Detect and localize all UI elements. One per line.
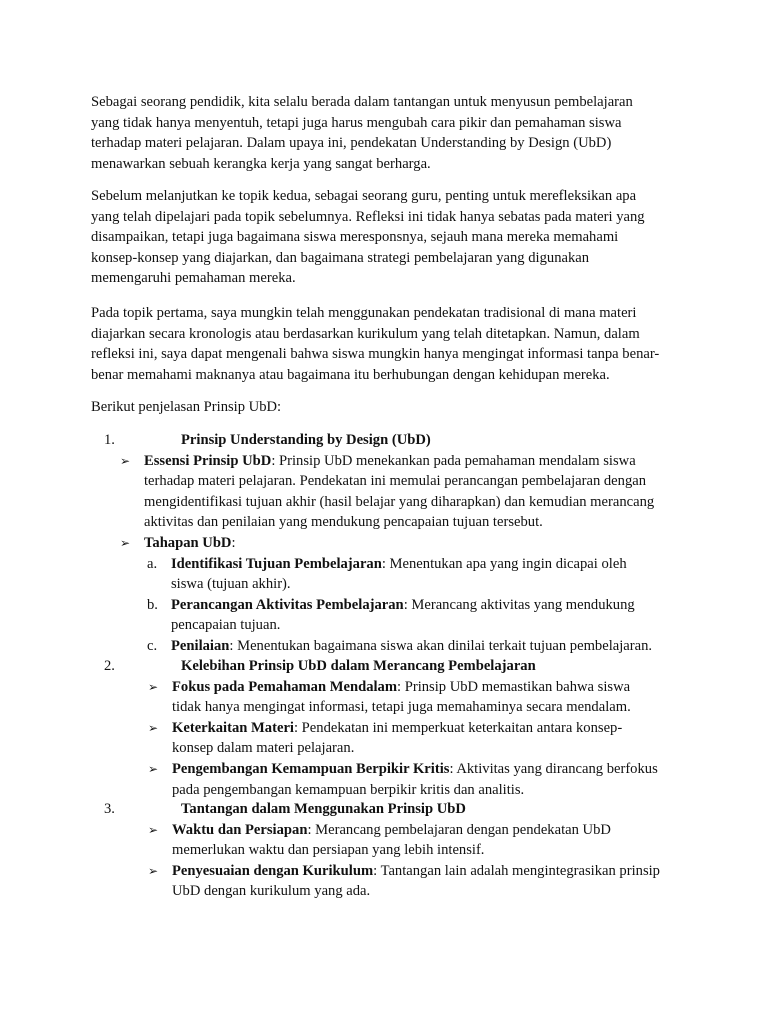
bullet-continuation: terhadap materi pelajaran. Pendekatan ini memulai perancangan pembelajaran dengan: [144, 473, 647, 490]
sub-item-text: : Menentukan apa yang ingin dicapai oleh: [381, 555, 627, 572]
paragraph-line: menawarkan sebuah kerangka kerja yang sangat berharga.: [91, 155, 431, 172]
section-title: Prinsip Understanding by Design (UbD): [181, 432, 431, 448]
bullet-term: Penyesuaian dengan Kurikulum: [172, 862, 374, 879]
bullet-arrow-icon: ➢: [148, 863, 159, 878]
bullet-item: [172, 677, 630, 698]
bullet-text: : Prinsip UbD menekankan pada pemahaman mendalam siswa: [271, 452, 636, 469]
paragraph-line: diajarkan secara kronologis atau berdasarkan kurikulum yang telah ditetapkan. Namun, dalam: [91, 325, 640, 342]
paragraph-line: Sebagai seorang pendidik, kita selalu berada dalam tantangan untuk menyusun pembelajaran: [91, 94, 633, 110]
paragraph-line: terhadap materi pelajaran. Dalam upaya ini, pendekatan Understanding by Design (UbD): [91, 135, 612, 152]
bullet-item: [144, 451, 636, 472]
section-number: 2.: [104, 658, 115, 674]
bullet-continuation: aktivitas dan penilaian yang mendukung pencapaian tujuan tersebut.: [144, 514, 543, 531]
bullet-term: Fokus pada Pemahaman Mendalam: [172, 678, 398, 695]
bullet-term: Tahapan UbD: [144, 535, 232, 551]
sub-item-term: Perancangan Aktivitas Pembelajaran: [171, 596, 404, 613]
bullet-arrow-icon: ➢: [120, 453, 131, 468]
section-heading: [181, 430, 431, 451]
bullet-text: : Aktivitas yang dirancang berfokus: [449, 761, 658, 777]
paragraph-line: Berikut penjelasan Prinsip UbD:: [91, 399, 282, 415]
paragraph-line: Sebelum melanjutkan ke topik kedua, sebagai seorang guru, penting untuk merefleksikan apa: [91, 188, 637, 204]
bullet-text: : Merancang pembelajaran dengan pendekatan UbD: [307, 821, 611, 838]
bullet-item: [172, 820, 611, 841]
paragraph-line: konsep-konsep yang diajarkan, dan bagaimana strategi pembelajaran yang digunakan: [91, 249, 590, 266]
bullet-arrow-icon: ➢: [148, 679, 159, 694]
paragraph-line: yang tidak hanya menyentuh, tetapi juga harus mengubah cara pikir dan pemahaman siswa: [91, 114, 622, 131]
paragraph-line: yang telah dipelajari pada topik sebelumnya. Refleksi ini tidak hanya sebatas pada materi yang: [91, 208, 645, 225]
sub-item-text: : Menentukan bagaimana siswa akan dinilai terkait tujuan pembelajaran.: [229, 638, 653, 654]
bullet-arrow-icon: ➢: [148, 762, 159, 776]
section-title: Kelebihan Prinsip UbD dalam Merancang Pembelajaran: [181, 658, 536, 674]
bullet-text: : Tantangan lain adalah mengintegrasikan prinsip: [373, 862, 660, 879]
section-heading: [181, 799, 466, 820]
sub-item-letter: c.: [147, 638, 158, 654]
sub-item-letter: a.: [147, 555, 158, 572]
sub-item: [171, 636, 652, 657]
sub-item-text: : Merancang aktivitas yang mendukung: [403, 596, 635, 613]
bullet-text: : Prinsip UbD memastikan bahwa siswa: [397, 678, 631, 695]
section-heading: [181, 656, 536, 677]
paragraph-line: refleksi ini, saya dapat mengenali bahwa siswa mungkin hanya mengingat informasi tanpa benar-: [91, 346, 660, 363]
bullet-arrow-icon: ➢: [148, 720, 159, 735]
bullet-continuation: mengidentifikasi tujuan akhir (hasil belajar yang diharapkan) dan kemudian merancang: [144, 493, 655, 510]
sub-item: [171, 595, 635, 616]
sub-item: [171, 554, 627, 575]
bullet-item: [172, 718, 622, 739]
bullet-item: [144, 533, 236, 554]
bullet-item: [172, 861, 660, 882]
bullet-continuation: UbD dengan kurikulum yang ada.: [172, 883, 371, 900]
bullet-term: Essensi Prinsip UbD: [144, 452, 272, 469]
bullet-continuation: pada pengembangan kemampuan berpikir kritis dan analitis.: [172, 781, 525, 798]
sub-item-letter: b.: [147, 596, 158, 613]
section-number: 3.: [104, 801, 115, 817]
bullet-arrow-icon: ➢: [148, 822, 159, 837]
paragraph-line: benar memahami maknanya atau bagaimana itu berhubungan dengan kehidupan mereka.: [91, 366, 610, 383]
bullet-text: : Pendekatan ini memperkuat keterkaitan antara konsep-: [293, 719, 623, 736]
section-title: Tantangan dalam Menggunakan Prinsip UbD: [181, 801, 466, 817]
paragraph-line: Pada topik pertama, saya mungkin telah menggunakan pendekatan tradisional di mana materi: [91, 305, 637, 321]
bullet-continuation: tidak hanya mengingat informasi, tetapi juga memahaminya secara mendalam.: [172, 699, 631, 716]
paragraph-line: disampaikan, tetapi juga bagaimana siswa meresponsnya, sejauh mana mereka memahami: [91, 229, 619, 246]
bullet-term: Keterkaitan Materi: [172, 719, 294, 736]
bullet-continuation: memerlukan waktu dan persiapan yang lebih intensif.: [172, 842, 485, 859]
bullet-text: :: [231, 535, 236, 551]
bullet-item: [172, 759, 658, 780]
bullet-term: Waktu dan Persiapan: [172, 821, 308, 838]
sub-item-continuation: siswa (tujuan akhir).: [171, 576, 291, 593]
bullet-continuation: konsep dalam materi pelajaran.: [172, 740, 355, 757]
paragraph-line: memengaruhi pemahaman mereka.: [91, 270, 296, 287]
bullet-term: Pengembangan Kemampuan Berpikir Kritis: [172, 761, 450, 777]
sub-item-term: Penilaian: [171, 638, 230, 654]
bullet-arrow-icon: ➢: [120, 536, 131, 550]
sub-item-continuation: pencapaian tujuan.: [171, 617, 281, 634]
sub-item-term: Identifikasi Tujuan Pembelajaran: [171, 555, 382, 572]
section-number: 1.: [104, 432, 115, 448]
